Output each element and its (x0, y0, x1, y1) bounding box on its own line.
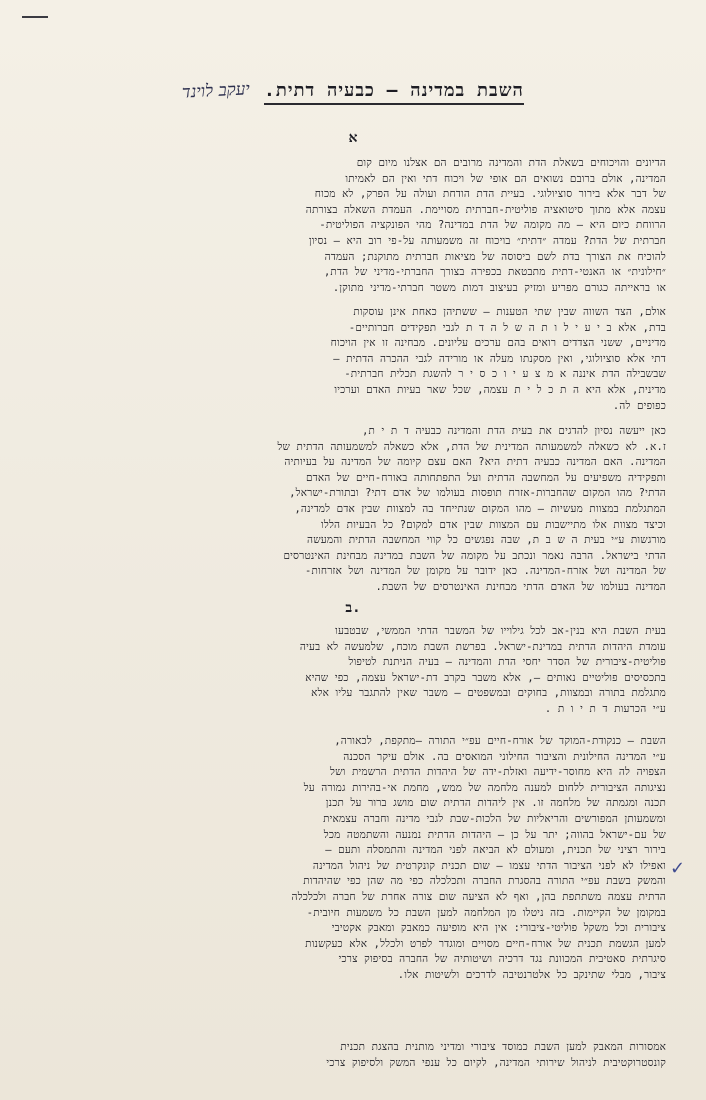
text-line: בירור רציני של תכנית, ומעולם לא הביאה לפני המדינה והתמסלה ותעם – (325, 844, 666, 857)
text-line: ע״י המדינה החילונית והציבור החילוני המואסים בה. אולם עיקר הסכנה (343, 750, 666, 763)
text-line: פוליטית-ציבורית של הסדר יחסי הדת והמדינה – בעיה הניתנת לטיפול (348, 656, 666, 669)
section-b-paragraph-1 (60, 624, 666, 718)
section-a-marker: א (348, 130, 358, 146)
text-line: עצמה אלא מתוך סיטואציה פוליטית-חברתית מסויימת. העמדת השאלה בצורתה (305, 203, 666, 216)
text-line: כאן ייעשה נסיון להדגים את בעית הדת והמדינה כבעיה ד ת י ת, (362, 425, 666, 437)
text-line: קונסטרוקטיבית לניהול שירותי המדינה, לקיום כל ענפי המשק ולסיפוק צרכי (326, 1056, 666, 1069)
text-line: מדיניים, ששני הצדדים רואים בהם ערכים עליונים. מבחינה זו אין הויכוח (330, 337, 666, 350)
text-line: דתי אלא סוציולוגי, ואין מסקנתו מעלה או מורידה לגבי ההכרה הדתית – (333, 352, 666, 365)
text-line: הדתי? מהו המקום שהחברות-אזרח תופסות בעולמו של אדם דתי? ובתורת-ישראל, (289, 487, 666, 500)
text-line: של המדינה ושל אזרח-המדינה. כאן ידובר על מקומן של המדינה ושל אזרחות- (305, 565, 666, 578)
text-line: ציבורית וכל משקל פוליטי-ציבורי: אין היא מופיעה כמאבק ומאבק אקטיבי (331, 922, 666, 935)
checkmark-icon: ✓ (670, 858, 686, 879)
text-line: הצפויה לה היא מחוסר-ידיעה ואזלת-ידה של היהדות הדתית הרשמית ושל (330, 766, 666, 779)
text-line: או בראייתה כגורם מפריע ומזיק בעיצוב דמות משטר חברתי-מדיני מתוקן. (332, 281, 666, 294)
document-title: השבת במדינה – כבעיה דתית. (264, 80, 524, 105)
document-header (0, 80, 706, 105)
text-line: אולם, הצד השווה שבין שתי הטענות – ששתיהן כאחת אינן עוסקות (353, 306, 666, 318)
text-line: הדתי בישראל. הרבה נאמר ונכתב על מקומה של השבת במדינה מבחינת האינטרסים (283, 549, 666, 562)
text-line: תכנה ומגמתה של מלחמה זו. אין ליהדות הדתית שום מושג ברור על תכנן (325, 797, 666, 810)
text-line: המתגלמת במצוות מעשיות – מהו המקום שנתייחד בה למצוות שבין אדם למדינה, (294, 502, 666, 515)
text-line: חברתית של הדת? עמדה ״דתית״ בויכוח זה משמעותה על-פי רוב היא – נסיון (308, 234, 666, 247)
text-line: הרווחת כיום היא – מה מקומה של הדת במדינה? מהי הפונקציה הפוליטית- (319, 219, 666, 232)
text-line: השבת – כנקודת-המוקד של אורח-חיים עפ״י התורה –מתקפת, לכאורה, (334, 735, 666, 747)
text-line: ז.א. לא כשאלה למשמעותה המדינית של הדת, אלא כשאלה למשמעותה הדתית של (277, 440, 666, 453)
text-line: ע״י הכרעות ד ת י ו ת . (544, 702, 666, 715)
text-line: והמשק בשבת עפ״י התורה בהסגרת החברה ותכלכלה כפי מה שהן כפי שהיהדות (303, 875, 666, 888)
section-a-paragraph-3 (60, 424, 666, 596)
text-line: בתכסיסים פוליטיים נאותים –, אלא משבר בקרב דת-ישראל עצמה, כפי שהיא (305, 671, 666, 684)
section-b-paragraph-3 (60, 1040, 666, 1071)
section-a-paragraph-2 (60, 305, 666, 414)
text-line: מורגשות ע״י בעית ה ש ב ת, שבה נפגשים כל קווי המחשבה הדתית והמעשה (307, 534, 666, 547)
handwritten-author-note: יעקב לוינד (181, 79, 251, 103)
text-line: להוכיח את הצורך בדת לשם ביסוסה של מציאות חברתית מתוקנת; העמדה (324, 250, 666, 263)
section-b-marker: ב. (345, 600, 361, 616)
text-line: ומשמעותן המפורשים והריאליות של הלכות-שבת לגבי מדינה וחברה עצמאית (323, 812, 666, 825)
text-line: בעית השבת היא בנין-אב לכל גילוייו של המשבר הדתי הממשי, שבטבעו (335, 625, 666, 637)
text-line: מדינית, אלא היא ה ת כ ל י ת עצמה, שכל שאר בעיות האדם וערכיו (334, 383, 666, 396)
text-line: שבשבילה הדת איננה א מ צ ע י ו כ ס י ר להשגת תכלית חברתית- (344, 368, 666, 381)
text-line: ציבור, מבלי שתינקב כל אלטרנטיבה לדרכים ולשיטות אלו. (397, 968, 666, 981)
text-line: הדתית עצמה משתתפת בהן, ואף לא הציעה שום צורה אחרת של חברה ולכלכלה (291, 890, 666, 903)
text-line: סיגרתית סאטיבית המכוונת נגד דרכיה ושיטותיה של החברה בסיפוק צרכי (338, 953, 666, 966)
text-line: המדינה. האם המדינה כבעיה דתית היא? האם עצם קיומה של המדינה על בעיותיה (284, 456, 666, 469)
text-line: במקומן של הקיימות. בזה ניטלו מן המלחמה למען השבת כל משמעות חיובית- (306, 906, 666, 919)
text-line: בדת, אלא ב י ע י ל ו ת ה ש ל ה ד ת לגבי תפקידים חברותיים- (348, 321, 666, 334)
corner-dash-mark (22, 16, 48, 18)
text-line: למען הגשמת תכנית של אורח-חיים מסויים ומוגדר לפרט ולכלל, אלא כעקשנות (305, 937, 666, 950)
text-line: המדינה בעולמו של האדם הדתי מבחינת האינטרסים של השבת. (375, 580, 666, 593)
text-line: ותפקידיה משפיעים על המחשבה הדתית ועל התפתחותה באורח-חיים של האדם (305, 471, 666, 484)
text-line: של דבר אלא בירור סוציולוגי. בעיית הדת הודחת ועולה על הפרק, לא מכוח (314, 188, 666, 201)
text-line: מתגלמת בתורה ובמצוות, בחוקים ובמשפטים – משבר שאין להתגבר עליו אלא (311, 687, 666, 700)
text-line: אמסורות המאבק למען השבת כמוסד ציבורי ומדיני מותנית בהצגת תכנית (340, 1041, 666, 1053)
text-line: ואפילו לא לפני הציבור הדתי עצמו – שום תכנית קונקרטית של ניהול המדינה (312, 859, 666, 872)
text-line: נציגותה הציבורית ללחום למענה מלחמה של ממש, מחמת אי-בהירות גמורה על (303, 781, 666, 794)
text-line: כפופים לה. (612, 399, 666, 412)
text-line: המדינה, אולם ברובם נשואים הם אופי של ויכוח דתי ואין הם לאמיתו (345, 172, 666, 185)
text-line: ״חילונית״ או האנטי-דתית מתבטאת בכפירה בצורך החברתי-מדיני של הדת, (323, 266, 666, 279)
section-a-paragraph-1 (60, 156, 666, 296)
text-line: עומדת היהדות הדתית במדינת-ישראל. בפרשת השבת מוכח, שלמעשה לא בעיה (299, 640, 666, 653)
text-line: של עם-ישראל בהווה; יתר על כן – היהדות הדתית נמנעה והשתמטה מכל (323, 828, 666, 841)
text-line: וכיצד מצוות אלו מתיישבות עם המצוות שבין אדם למקום? כל הבעיות הללו (321, 518, 666, 531)
section-b-paragraph-2 (60, 734, 666, 984)
text-line: הדיונים והויכוחים בשאלת הדת והמדינה מרובים הם אצלנו מיום קום (356, 157, 666, 169)
